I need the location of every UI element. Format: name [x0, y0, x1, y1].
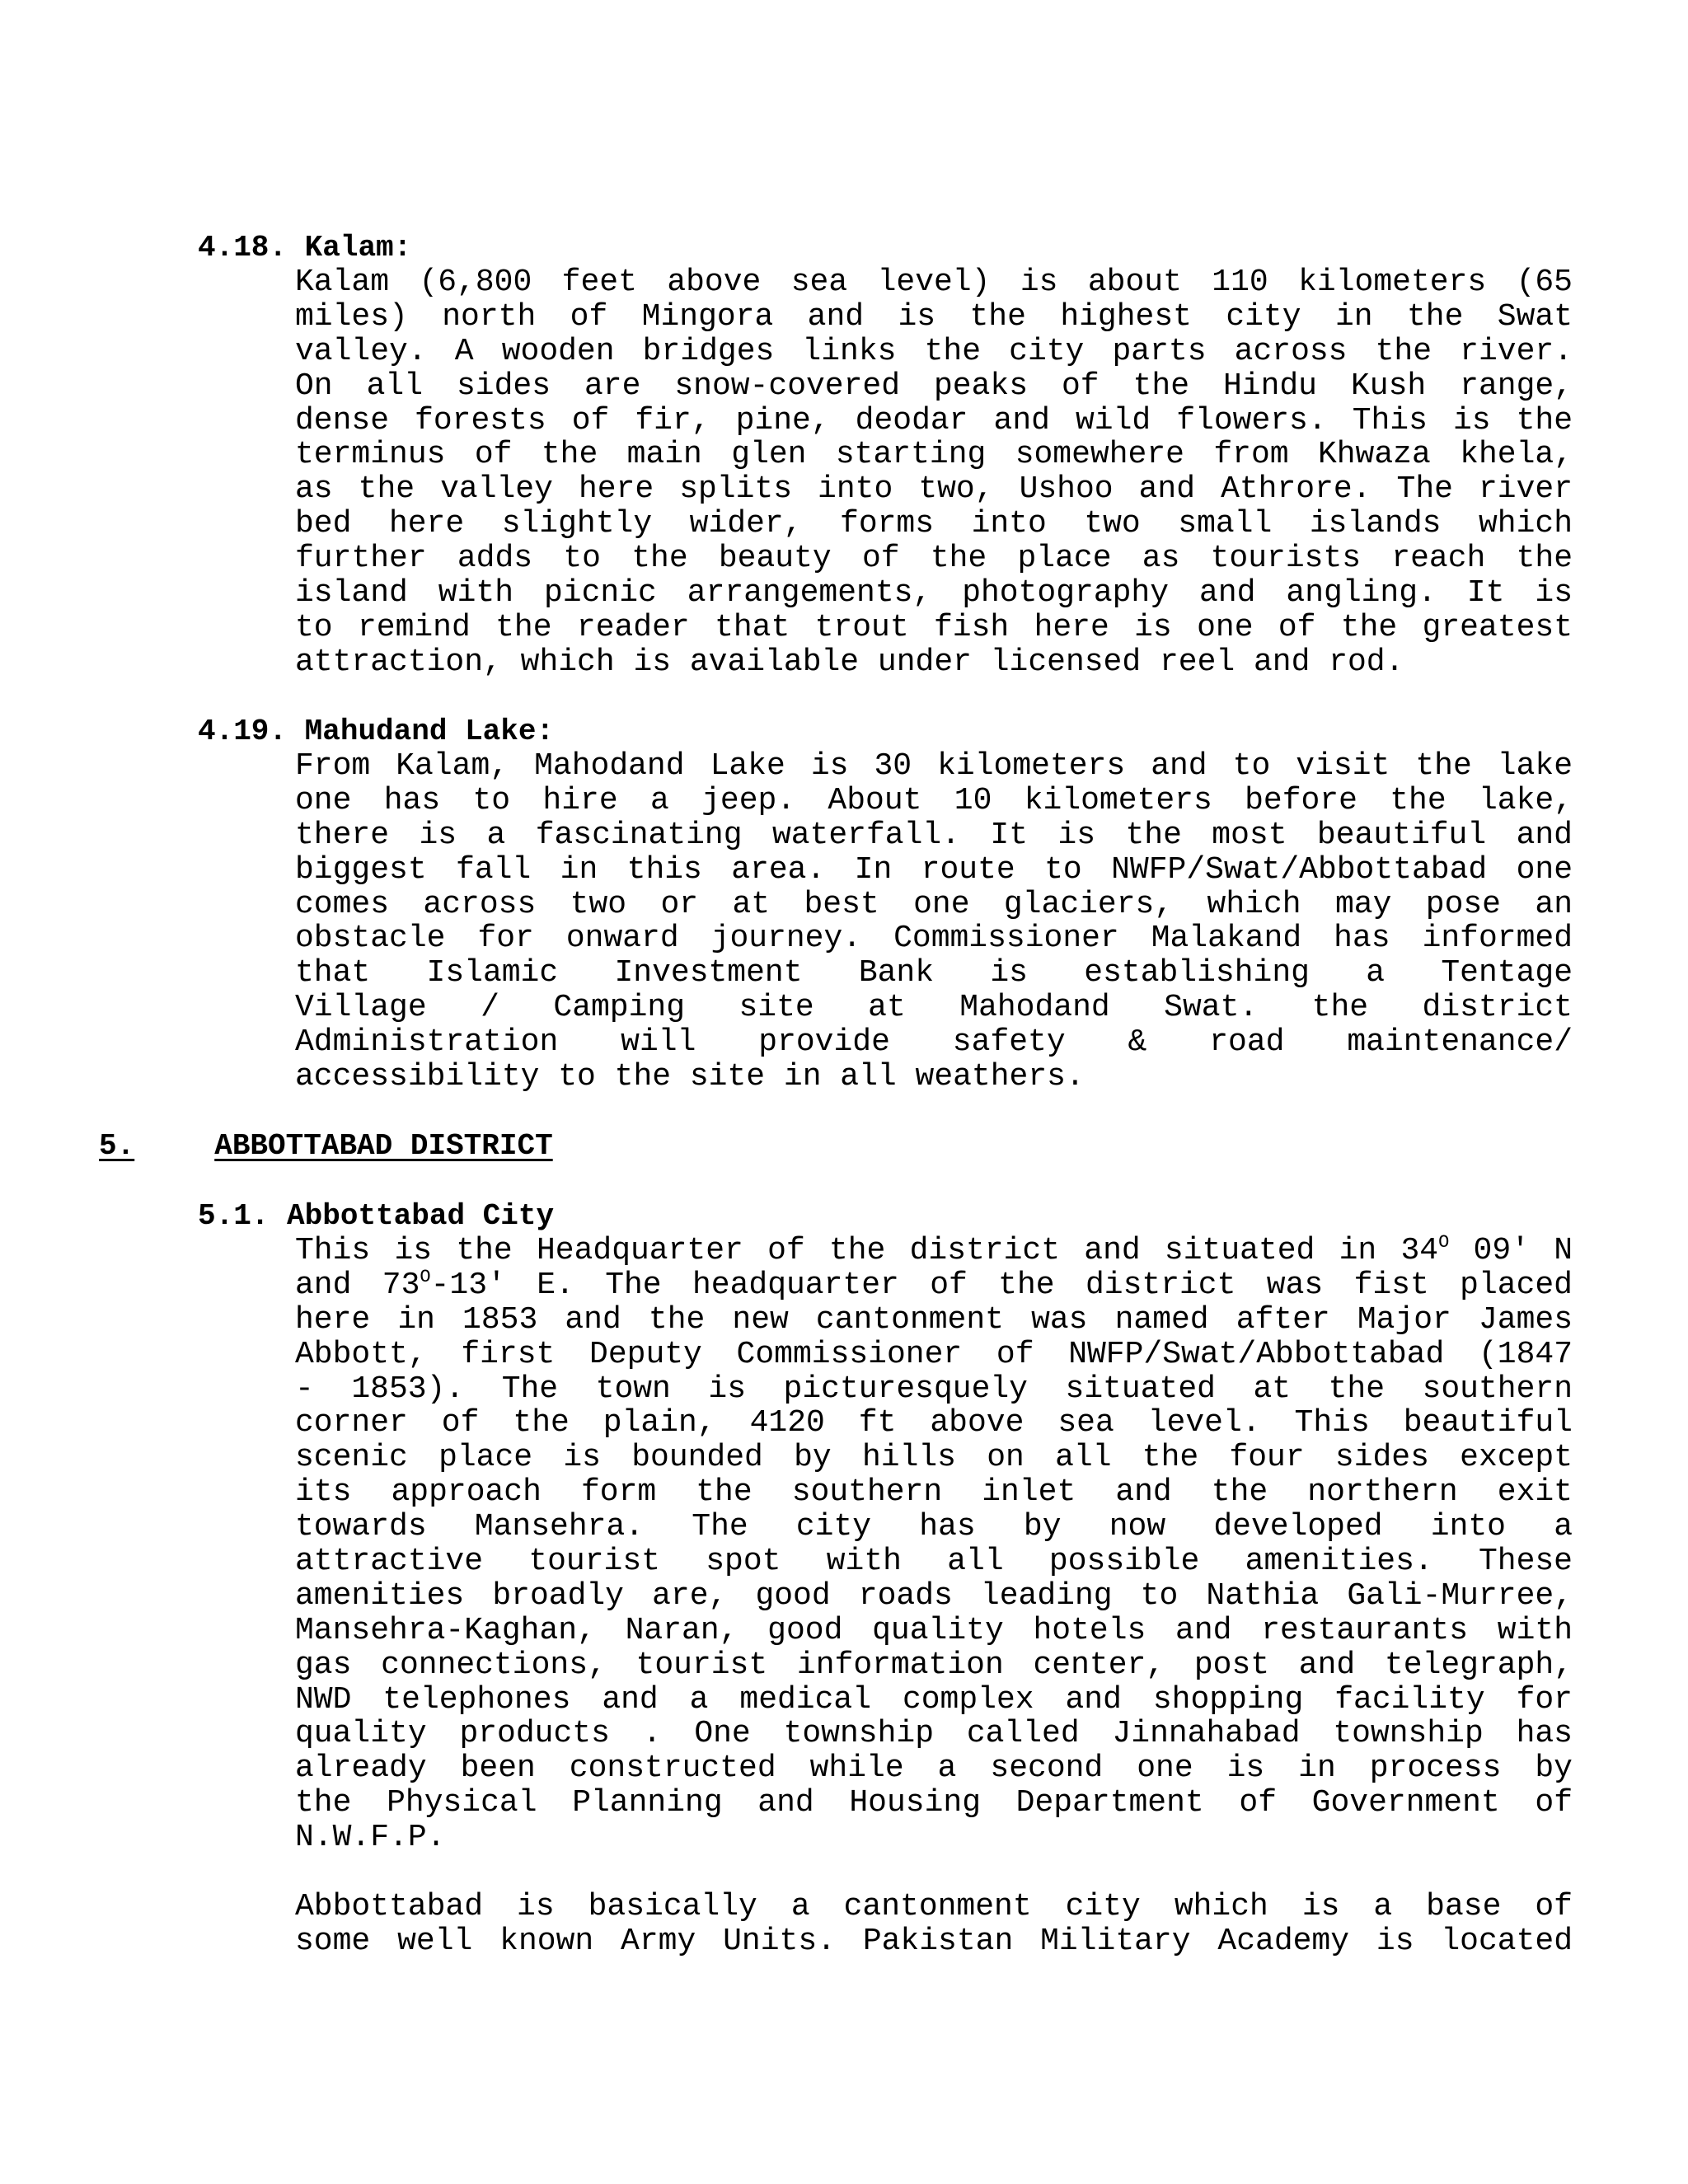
text-line: attractive tourist spot with all possible amenities. These — [295, 1544, 1573, 1580]
text-line: corner of the plain, 4120 ft above sea level. This beautiful — [295, 1405, 1573, 1441]
section-number: 5.1. — [198, 1199, 270, 1233]
text-line: there is a fascinating waterfall. It is the most beautiful and — [295, 817, 1573, 853]
text-line: N.W.F.P. — [295, 1820, 446, 1856]
kalam-paragraph — [295, 265, 1573, 680]
text-line — [295, 1234, 1573, 1268]
text-line: quality products . One township called Jinnahabad township has — [295, 1716, 1573, 1752]
text-line: scenic place is bounded by hills on all the four sides except — [295, 1440, 1573, 1476]
section-number: 4.18. — [198, 231, 288, 265]
text-line: Abbott, first Deputy Commissioner of NWFP/Swat/Abbottabad (1847 — [295, 1336, 1573, 1372]
section-4-19-heading — [198, 715, 554, 749]
text-fragment: This is the Headquarter of the district and situated in 34 — [295, 1233, 1439, 1268]
text-line: bed here slightly wider, forms into two small islands which — [295, 506, 1573, 542]
text-line: obstacle for onward journey. Commissioner Malakand has informed — [295, 921, 1573, 957]
text-line: amenities broadly are, good roads leading to Nathia Gali-Murree, — [295, 1577, 1573, 1614]
text-line: comes across two or at best one glaciers, which may pose an — [295, 886, 1573, 922]
text-line: island with picnic arrangements, photography and angling. It is — [295, 575, 1573, 612]
abbottabad-cantonment-paragraph — [295, 1890, 1573, 1959]
text-line: dense forests of fir, pine, deodar and wild flowers. This is the — [295, 402, 1573, 438]
text-line: Kalam (6,800 feet above sea level) is about 110 kilometers (65 — [295, 265, 1573, 300]
text-line: that Islamic Investment Bank is establishing a Tentage — [295, 955, 1573, 991]
text-line: NWD telephones and a medical complex and shopping facility for — [295, 1681, 1573, 1718]
text-line: valley. A wooden bridges links the city parts across the river. — [295, 333, 1573, 369]
section-title: Kalam: — [304, 231, 412, 265]
text-line: the Physical Planning and Housing Department of Government of — [295, 1785, 1573, 1821]
text-line: miles) north of Mingora and is the highest city in the Swat — [295, 298, 1573, 335]
text-line: Abbottabad is basically a cantonment city which is a base of — [295, 1889, 1573, 1924]
text-line: Mansehra-Kaghan, Naran, good quality hotels and restaurants with — [295, 1612, 1573, 1648]
section-title: Mahudand Lake: — [304, 715, 555, 748]
text-line: Administration will provide safety & road maintenance/ — [295, 1024, 1573, 1061]
text-line: as the valley here splits into two, Ushoo and Athrore. The river — [295, 471, 1573, 508]
text-line: - 1853). The town is picturesquely situated at the southern — [295, 1371, 1573, 1407]
text-line: its approach form the southern inlet and the northern exit — [295, 1474, 1573, 1511]
section-title: Abbottabad City — [287, 1199, 555, 1233]
section-4-18-heading — [198, 231, 411, 265]
degree-symbol: O — [420, 1266, 431, 1287]
text-fragment: 09' N — [1449, 1233, 1573, 1268]
text-line — [295, 1268, 1573, 1303]
text-line: one has to hire a jeep. About 10 kilometers before the lake, — [295, 782, 1573, 818]
text-line: From Kalam, Mahodand Lake is 30 kilometers and to visit the lake — [295, 748, 1573, 784]
text-fragment: and 73 — [295, 1267, 420, 1303]
text-line: here in 1853 and the new cantonment was named after Major James — [295, 1301, 1573, 1338]
chapter-number: 5. — [99, 1129, 135, 1163]
text-line: some well known Army Units. Pakistan Military Academy is located — [295, 1923, 1573, 1959]
text-line: On all sides are snow-covered peaks of the Hindu Kush range, — [295, 368, 1573, 404]
text-fragment: -13' E. The headquarter of the district was fist placed — [430, 1267, 1573, 1303]
section-5-1-heading — [198, 1199, 554, 1234]
text-line: accessibility to the site in all weathers. — [295, 1059, 1085, 1095]
text-line: biggest fall in this area. In route to NWFP/Swat/Abbottabad one — [295, 851, 1573, 888]
text-line: terminus of the main glen starting somewhere from Khwaza khela, — [295, 437, 1573, 473]
text-line: further adds to the beauty of the place as tourists reach the — [295, 541, 1573, 577]
section-number: 4.19. — [198, 715, 288, 748]
degree-symbol: O — [1438, 1232, 1450, 1253]
text-line: to remind the reader that trout fish here is one of the greatest — [295, 609, 1573, 645]
text-line: Village / Camping site at Mahodand Swat. the district — [295, 990, 1573, 1026]
text-line: already been constructed while a second one is in process by — [295, 1750, 1573, 1787]
mahudand-lake-paragraph — [295, 749, 1573, 1094]
text-line: attraction, which is available under licensed reel and rod. — [295, 644, 1404, 680]
chapter-title: ABBOTTABAD DISTRICT — [214, 1129, 553, 1163]
abbottabad-city-paragraph — [295, 1234, 1573, 1855]
chapter-5-heading — [99, 1129, 553, 1164]
text-line: gas connections, tourist information center, post and telegraph, — [295, 1647, 1573, 1683]
text-line: towards Mansehra. The city has by now developed into a — [295, 1509, 1573, 1545]
